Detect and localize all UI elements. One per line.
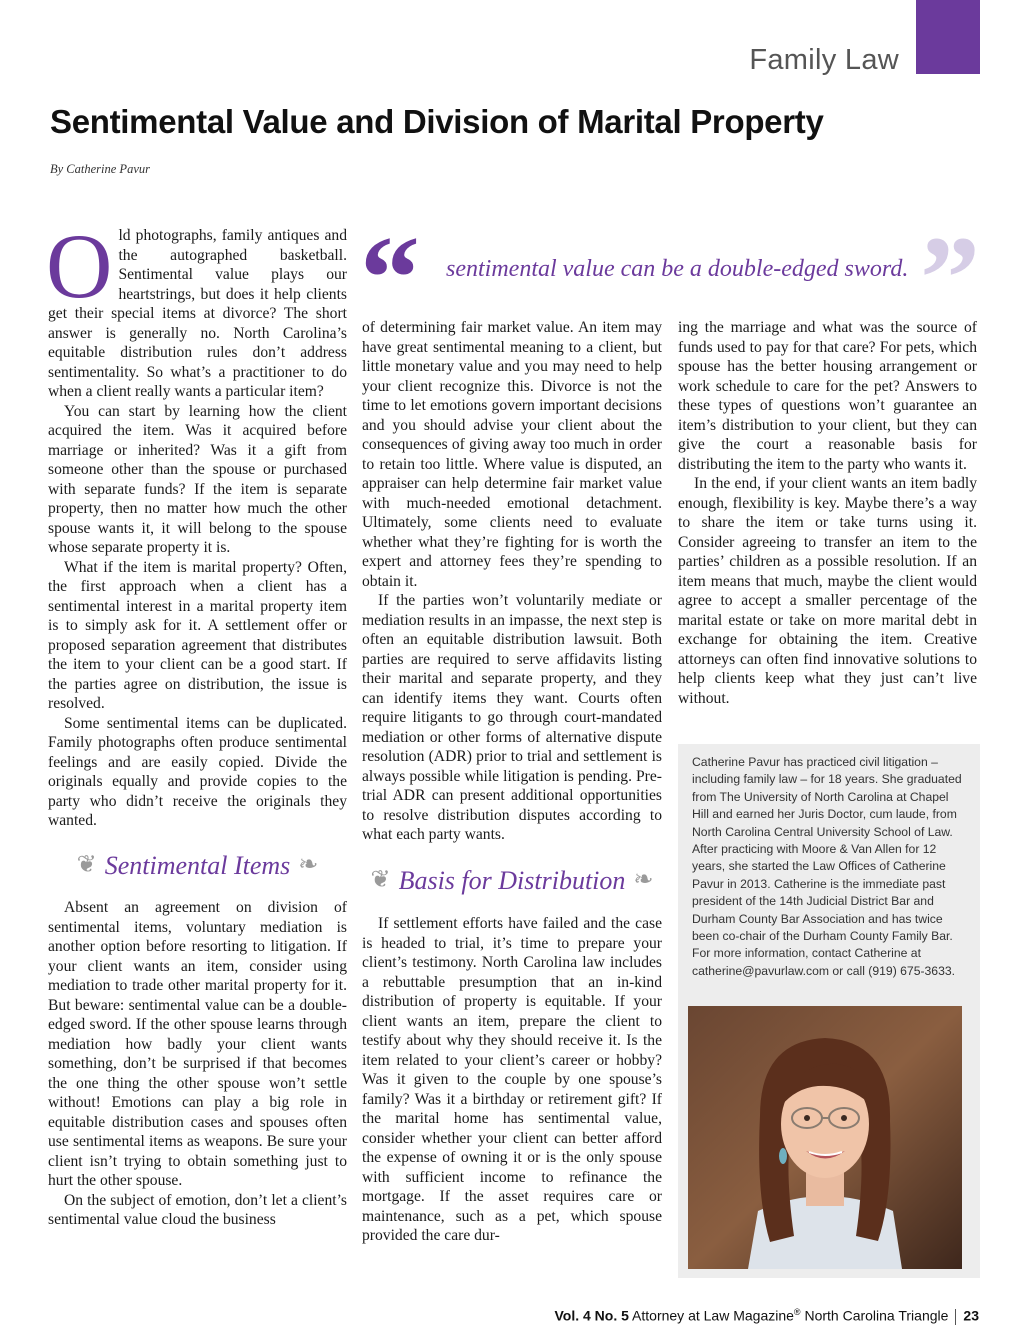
subhead-basis-for-distribution: ❦ Basis for Distribution ❧	[370, 865, 654, 895]
article-title: Sentimental Value and Division of Marital Property	[50, 103, 824, 140]
registered-mark: ®	[793, 1307, 801, 1317]
byline: By Catherine Pavur	[50, 162, 150, 176]
paragraph: You can start by learning how the client acquired the item. Was it acquired before marriage or inherited? Was it a gift from someone other than the spouse or purchased with separate funds? If the item is separate property, then no matter how much the other spouse wants it, it will belong to the spouse whose separate property it is.	[48, 402, 347, 556]
page-footer	[554, 1307, 979, 1325]
ornament-icon: ❦	[76, 851, 97, 878]
author-photo	[688, 1006, 962, 1269]
paragraph-intro: Old photographs, family antiques and the autographed basketball. Sentimental value plays our heartstrings, but does it help clients get their special items at divorce? The short answer is generally no. North Carolina’s equitable distribution rules don’t address sentimentality. So what’s a practitioner to do when a client really wants a particular item?	[46, 215, 347, 400]
subhead-sentimental-items: ❦ Sentimental Items ❧	[76, 850, 319, 880]
column-3	[678, 318, 977, 708]
paragraph: In the end, if your client wants an item badly enough, flexibility is key. Maybe there’s a way to share the item or take turns using it. Consider agreeing to transfer an item to the parties’ children as a possible resolution. If an item means that much, maybe the client would agree to accept a smaller percentage of the marital estate or take on more marital debt in exchange for obtaining the item. Creative attorneys can often find innovative solutions to help clients keep what they just can’t live without.	[678, 475, 977, 707]
dropcap: O	[46, 215, 113, 317]
issue-number: Vol. 4 No. 5	[554, 1307, 629, 1324]
paragraph: If the parties won’t voluntarily mediate or mediation results in an impasse, the next step is often an equitable distribution lawsuit. Both parties are required to serve affidavits listing their marital and separate property, and they can identify items they want. Courts often require litigants to go through court-mandated mediation or other forms of alternative dispute resolution (ADR) prior to trial and settlement is always possible while litigation is pending. Pre-trial ADR can present additional opportunities to resolve distribution disputes according to what each party wants.	[362, 592, 662, 843]
quote-close-icon: ”	[920, 211, 980, 344]
author-bio-box	[678, 744, 980, 1278]
column-1	[46, 215, 347, 1230]
paragraph: ing the marriage and what was the source of funds used to pay for that care? For pets, which spouse has the better housing arrangement or work schedule to care for the pet? Answers to these types of questions won’t guarantee an item’s distribution to your client, but they can give the court a reasonable basis for distributing the item to the party who wants it.	[678, 319, 977, 473]
paragraph: Absent an agreement on division of sentimental items, voluntary mediation is another option before resorting to litigation. If your client wants an item, consider using mediation to trade other marital property for it. But beware: sentimental value can be a double-edged sword. If the other spouse learns through mediation how badly your client wants something, don’t be surprised if that becomes the one thing the other spouse won’t settle without! Emotions can play a big role in equitable distribution cases and spouses often use sentimental items as weapons. Be sure your client isn’t trying to obtain something just to hurt the other spouse.	[48, 899, 347, 1189]
magazine-name: Attorney at Law Magazine	[632, 1307, 794, 1324]
divider	[955, 1309, 956, 1325]
paragraph: What if the item is marital property? Often, the first approach when a client has a sentimental interest in a marital property item is to simply ask for it. A settlement offer or proposed separation agreement that distributes the item to your client can be a good start. If the parties agree on distribution, the issue is resolved.	[48, 558, 347, 712]
edition-name: North Carolina Triangle	[804, 1307, 949, 1324]
page-number: 23	[963, 1307, 979, 1324]
quote-open-icon: “	[360, 211, 420, 344]
pull-quote: sentimental value can be a double-edged sword.	[446, 256, 909, 282]
ornament-icon: ❦	[370, 866, 391, 893]
author-portrait-illustration	[688, 1006, 962, 1269]
ornament-icon: ❧	[633, 866, 654, 893]
paragraph: If settlement efforts have failed and the case is headed to trial, it’s time to prepare your client’s testimony. North Carolina law includes a rebuttable presumption that an in-kind distribution of property is equitable. If your client wants an item, prepare the client to testify about why they should receive it. Is the item related to your client’s career or hobby? Was it given to the couple by one spouse’s family? Was it a birthday or retirement gift? If the marital home has sentimental value, consider whether your client can better afford the expense of owning it or is the only spouse with sufficient income to refinance the mortgage. If the asset requires care or maintenance, such as a pet, which spouse provided the care dur-	[362, 915, 662, 1244]
section-color-tab	[916, 0, 980, 74]
section-label: Family Law	[749, 44, 899, 76]
ornament-icon: ❧	[298, 851, 319, 878]
paragraph: On the subject of emotion, don’t let a client’s sentimental value cloud the business	[48, 1191, 347, 1228]
column-2	[362, 318, 662, 1246]
pull-quote-block	[360, 211, 982, 344]
author-bio: Catherine Pavur has practiced civil litigation – including family law – for 18 years. She graduated from The University of North Carolina at Chapel Hill and earned her Juris Doctor, cum laude, from North Carolina Central University School of Law. After practicing with Moore & Van Allen for 12 years, she started the Law Offices of Catherine Pavur in 2013. Catherine is the immediate past president of the 14th Judicial District Bar and Durham County Bar Association and has twice been co-chair of the Durham County Family Bar. For more information, contact Catherine at catherine@pavurlaw.com or call (919) 675-3633.	[692, 755, 962, 978]
paragraph: Some sentimental items can be duplicated. Family photographs often produce sentimental feelings and are easily copied. Divide the originals equally and provide copies to the party who didn’t receive the originals they wanted.	[48, 714, 347, 829]
paragraph: of determining fair market value. An item may have great sentimental meaning to a client, but little monetary value and you may need to help your client recognize this. Divorce is not the time to let emotions govern important decisions and you should advise your client about the consequences of giving away too much in order to retain too little. Where value is disputed, an appraiser can help determine fair market value with much-needed emotional detachment. Ultimately, some clients need to evaluate whether what they’re fighting for is worth the expert and attorney fees they’re spending to obtain it.	[362, 319, 662, 590]
